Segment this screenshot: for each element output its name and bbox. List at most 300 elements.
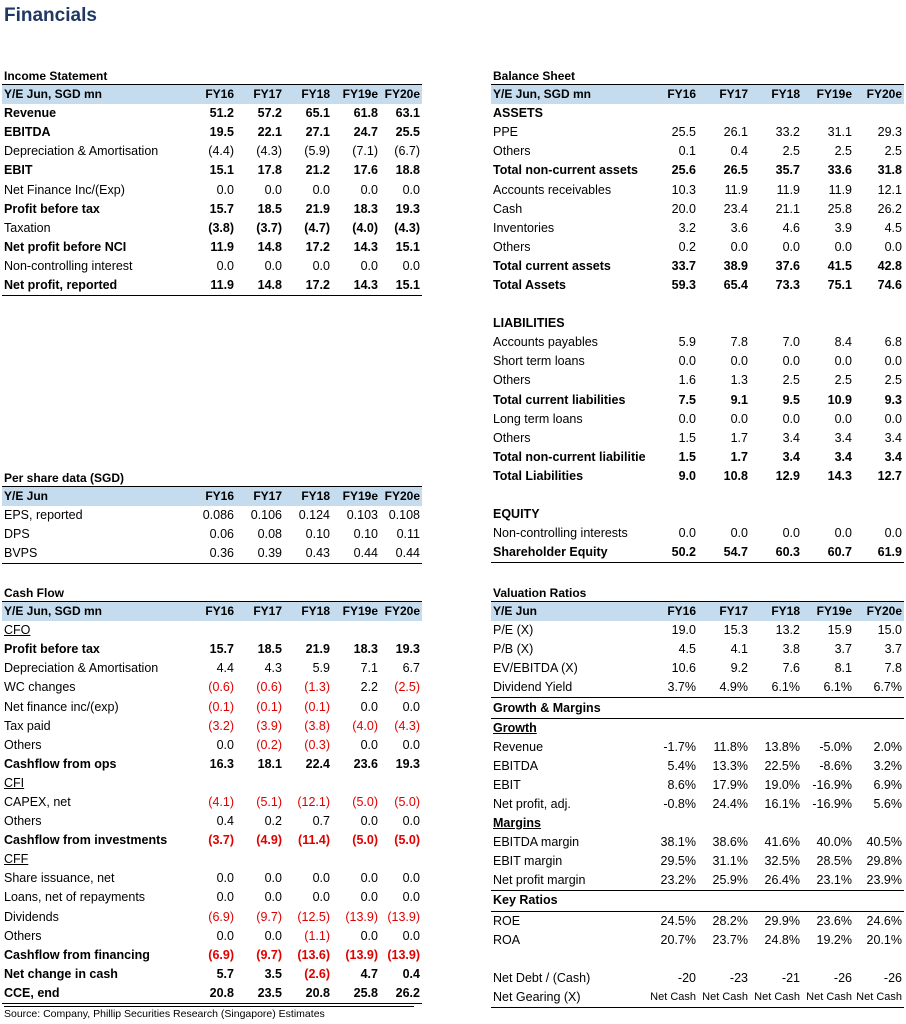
row-label: EQUITY	[493, 507, 540, 522]
income-statement-table	[2, 85, 422, 296]
row-label: Cashflow from investments	[4, 833, 168, 848]
table-row	[2, 621, 422, 640]
value-cell	[698, 950, 750, 969]
value-cell: (0.1)	[304, 699, 330, 714]
value-cell: 3.7	[834, 642, 852, 657]
row-label: Net profit, adj.	[493, 796, 571, 811]
value-cell: 0.36	[188, 544, 236, 564]
table-row	[2, 908, 422, 927]
valuation-ratios-table	[491, 602, 904, 1008]
value-cell: 11.9	[776, 182, 800, 197]
income-statement-section	[2, 68, 422, 296]
value-cell: 5.6%	[873, 796, 902, 811]
value-cell: 3.4	[782, 449, 800, 464]
value-cell: 32.5%	[764, 854, 800, 869]
column-header-year: FY20e	[380, 602, 422, 621]
value-cell: 0.0	[402, 182, 420, 197]
value-cell	[236, 774, 284, 793]
value-cell	[646, 814, 698, 833]
value-cell	[646, 295, 698, 314]
value-cell	[236, 850, 284, 869]
value-cell	[698, 295, 750, 314]
value-cell	[750, 486, 802, 505]
table-row	[491, 429, 904, 448]
table-row	[491, 621, 904, 640]
value-cell: 0.11	[396, 527, 420, 542]
value-cell: 23.1%	[802, 871, 854, 891]
value-cell: 40.0%	[816, 835, 852, 850]
value-cell: 0.0	[834, 526, 852, 541]
value-cell: 41.6%	[764, 835, 800, 850]
value-cell: 54.7	[698, 543, 750, 563]
value-cell: (0.6)	[208, 680, 234, 695]
value-cell: 24.4%	[712, 796, 748, 811]
row-label: Net finance inc/(exp)	[4, 699, 119, 714]
value-cell: 20.0	[671, 201, 696, 216]
row-label: CFI	[4, 775, 25, 790]
table-row	[491, 219, 904, 238]
value-cell: 0.0	[264, 258, 282, 273]
table-row	[491, 871, 904, 891]
value-cell: 18.3	[353, 201, 378, 216]
value-cell: 7.8	[730, 335, 748, 350]
value-cell: (4.4)	[208, 144, 234, 159]
table-row	[491, 891, 904, 911]
column-header-year: FY19e	[332, 487, 380, 506]
value-cell: (13.6)	[297, 947, 330, 962]
row-label: Total non-current liabilitie	[493, 449, 646, 464]
column-header-label: Y/E Jun, SGD mn	[2, 85, 188, 104]
value-cell: 24.6%	[866, 913, 902, 928]
value-cell: 0.0	[402, 871, 420, 886]
value-cell: 0.39	[236, 544, 284, 564]
value-cell: 14.3	[827, 468, 852, 483]
column-header-label: Y/E Jun, SGD mn	[2, 602, 188, 621]
cash-flow-section	[2, 585, 422, 1004]
value-cell: 1.7	[730, 449, 748, 464]
header-row	[491, 85, 904, 104]
value-cell: 4.5	[884, 220, 902, 235]
column-header-year: FY16	[646, 85, 698, 104]
row-label: Total Assets	[493, 277, 566, 292]
value-cell: 0.0	[360, 928, 378, 943]
row-label: CFO	[4, 623, 31, 638]
value-cell: 25.6	[671, 163, 696, 178]
value-cell: 0.0	[360, 699, 378, 714]
row-label: Long term loans	[493, 411, 583, 426]
cash-flow-table	[2, 602, 422, 1004]
table-row	[491, 104, 904, 123]
value-cell: Net Cash	[698, 988, 750, 1008]
value-cell: (3.8)	[304, 718, 330, 733]
value-cell: -0.8%	[663, 796, 696, 811]
value-cell: 0.0	[216, 871, 234, 886]
row-label: Non-controlling interests	[493, 526, 628, 541]
value-cell: 9.0	[678, 468, 696, 483]
row-label: Net profit, reported	[2, 276, 188, 296]
value-cell: 11.9	[828, 182, 852, 197]
row-label: Others	[4, 814, 42, 829]
column-header-year: FY19e	[332, 602, 380, 621]
row-label: EBIT	[493, 777, 521, 792]
table-row	[491, 776, 904, 795]
value-cell: 16.3	[209, 756, 234, 771]
table-row	[491, 352, 904, 371]
value-cell: 0.4	[216, 814, 234, 829]
value-cell: 0.0	[216, 182, 234, 197]
row-label: Accounts payables	[493, 335, 598, 350]
value-cell	[750, 718, 802, 738]
value-cell: (4.7)	[304, 220, 330, 235]
table-row	[491, 543, 904, 563]
value-cell: 4.7	[360, 966, 378, 981]
value-cell: 3.6	[730, 220, 748, 235]
value-cell: (4.9)	[256, 833, 282, 848]
row-label: Net profit margin	[491, 871, 646, 891]
value-cell: 26.4%	[750, 871, 802, 891]
value-cell: 26.2	[380, 984, 422, 1004]
column-header-year: FY16	[188, 487, 236, 506]
value-cell: 41.5	[827, 258, 852, 273]
column-header-year: FY18	[750, 85, 802, 104]
value-cell: 3.7	[884, 642, 902, 657]
value-cell	[802, 891, 854, 911]
table-row	[491, 911, 904, 931]
table-row	[2, 927, 422, 946]
value-cell: 0.44	[380, 544, 422, 564]
table-row	[2, 200, 422, 219]
value-cell: 23.6%	[816, 913, 852, 928]
value-cell: 0.0	[264, 890, 282, 905]
row-label: Net Gearing (X)	[491, 988, 646, 1008]
value-cell	[698, 314, 750, 333]
value-cell: 7.0	[782, 335, 800, 350]
value-cell: 6.7%	[854, 678, 904, 698]
value-cell: 65.4	[723, 277, 748, 292]
value-cell: 12.9	[775, 468, 800, 483]
row-label: Shareholder Equity	[491, 543, 646, 563]
value-cell: 31.1	[827, 125, 852, 140]
table-row	[2, 142, 422, 161]
value-cell: 60.3	[750, 543, 802, 563]
value-cell: (4.3)	[394, 220, 420, 235]
value-cell: 1.5	[678, 430, 696, 445]
table-row	[491, 200, 904, 219]
row-label: Cash	[493, 201, 523, 216]
value-cell: 0.0	[834, 411, 852, 426]
column-header-year: FY18	[284, 602, 332, 621]
value-cell	[802, 718, 854, 738]
source-note: Source: Company, Phillip Securities Research (Singapore) Estimates	[4, 1006, 414, 1020]
table-row	[2, 888, 422, 907]
value-cell: 15.7	[209, 642, 234, 657]
table-row	[491, 142, 904, 161]
value-cell: 0.0	[312, 182, 330, 197]
row-label: Short term loans	[493, 354, 585, 369]
value-cell: 26.2	[877, 201, 902, 216]
value-cell: 0.0	[782, 526, 800, 541]
value-cell: 0.124	[298, 508, 330, 523]
row-label: PPE	[493, 125, 519, 140]
table-row	[2, 869, 422, 888]
value-cell: 0.0	[402, 258, 420, 273]
value-cell: 17.2	[305, 239, 330, 254]
value-cell: 3.4	[884, 430, 902, 445]
value-cell: 7.8	[884, 661, 902, 676]
value-cell: 17.6	[353, 163, 378, 178]
table-row	[2, 946, 422, 965]
row-label	[491, 950, 646, 969]
value-cell	[380, 850, 422, 869]
value-cell: 50.2	[646, 543, 698, 563]
value-cell: -5.0%	[819, 739, 852, 754]
value-cell: 17.8	[257, 163, 282, 178]
column-header-year: FY17	[698, 602, 750, 621]
header-row	[2, 602, 422, 621]
value-cell	[332, 621, 380, 640]
value-cell: (3.7)	[256, 220, 282, 235]
row-label: CFF	[4, 852, 29, 867]
table-row	[2, 276, 422, 296]
value-cell: 3.4	[834, 430, 852, 445]
value-cell: 7.6	[782, 661, 800, 676]
row-label: BVPS	[2, 544, 188, 564]
row-label: Net Finance Inc/(Exp)	[4, 182, 125, 197]
row-label: Others	[493, 239, 531, 254]
value-cell: (0.1)	[256, 699, 282, 714]
value-cell: -8.6%	[819, 758, 852, 773]
value-cell: 0.0	[678, 354, 696, 369]
value-cell: 0.106	[250, 508, 282, 523]
value-cell: 13.8%	[764, 739, 800, 754]
column-header-year: FY20e	[380, 487, 422, 506]
value-cell	[646, 104, 698, 123]
table-row	[2, 965, 422, 984]
value-cell: 3.9	[834, 220, 852, 235]
row-label: Net change in cash	[4, 966, 118, 981]
value-cell: 23.9%	[854, 871, 904, 891]
row-label: EBIT margin	[493, 854, 563, 869]
value-cell: (0.3)	[304, 737, 330, 752]
value-cell: 17.9%	[712, 777, 748, 792]
value-cell: 0.0	[730, 411, 748, 426]
value-cell: 20.8	[188, 984, 236, 1004]
table-row	[491, 257, 904, 276]
table-row	[491, 988, 904, 1008]
table-row	[2, 812, 422, 831]
value-cell: 2.5	[834, 373, 852, 388]
value-cell: 2.5	[782, 144, 800, 159]
section-title: Per share data (SGD)	[2, 470, 422, 487]
column-header-year: FY20e	[380, 85, 422, 104]
value-cell: 0.0	[884, 526, 902, 541]
value-cell	[802, 814, 854, 833]
value-cell: 0.108	[388, 508, 420, 523]
value-cell	[854, 486, 904, 505]
value-cell	[802, 950, 854, 969]
row-label: Growth	[493, 720, 537, 735]
value-cell: 7.5	[678, 392, 696, 407]
value-cell: (3.9)	[256, 718, 282, 733]
value-cell	[802, 505, 854, 524]
table-row	[491, 314, 904, 333]
table-row	[2, 640, 422, 659]
value-cell	[802, 698, 854, 718]
value-cell: 1.6	[678, 373, 696, 388]
column-header-year: FY16	[188, 602, 236, 621]
column-header-label: Y/E Jun	[491, 602, 646, 621]
value-cell: 15.0	[877, 623, 902, 638]
value-cell	[854, 718, 904, 738]
value-cell	[698, 486, 750, 505]
value-cell: 0.0	[402, 928, 420, 943]
value-cell: (0.6)	[256, 680, 282, 695]
value-cell	[332, 774, 380, 793]
value-cell: 29.8%	[866, 854, 902, 869]
row-label: CCE, end	[2, 984, 188, 1004]
value-cell: 1.7	[730, 430, 748, 445]
value-cell: 29.5%	[660, 854, 696, 869]
value-cell: 21.9	[305, 201, 330, 216]
value-cell: 40.5%	[866, 835, 902, 850]
value-cell: 23.5	[236, 984, 284, 1004]
row-label: P/B (X)	[493, 642, 534, 657]
value-cell: 20.1%	[866, 932, 902, 947]
row-label: Revenue	[493, 739, 544, 754]
value-cell: 21.1	[775, 201, 800, 216]
value-cell: 6.9%	[873, 777, 902, 792]
value-cell: (2.6)	[304, 966, 330, 981]
value-cell: 0.0	[834, 354, 852, 369]
value-cell: 0.0	[884, 354, 902, 369]
value-cell: 4.6	[782, 220, 800, 235]
value-cell: 14.8	[257, 239, 282, 254]
value-cell: 12.7	[877, 468, 902, 483]
value-cell	[646, 505, 698, 524]
value-cell	[646, 891, 698, 911]
column-header-year: FY17	[698, 85, 750, 104]
value-cell	[646, 698, 698, 718]
table-row	[491, 969, 904, 988]
value-cell	[698, 698, 750, 718]
value-cell: 25.8	[332, 984, 380, 1004]
table-row	[2, 161, 422, 180]
row-label: EBITDA	[493, 758, 539, 773]
value-cell: 11.9	[188, 276, 236, 296]
value-cell: (5.0)	[394, 833, 420, 848]
value-cell: 27.1	[305, 125, 330, 140]
value-cell: 9.3	[884, 392, 902, 407]
value-cell	[188, 621, 236, 640]
value-cell	[646, 486, 698, 505]
value-cell: 23.7%	[712, 932, 748, 947]
value-cell: 5.7	[216, 966, 234, 981]
value-cell: 0.0	[730, 239, 748, 254]
table-row	[2, 850, 422, 869]
table-row	[2, 525, 422, 544]
row-label: WC changes	[4, 680, 76, 695]
value-cell: (0.2)	[256, 737, 282, 752]
value-cell: 4.4	[216, 661, 234, 676]
value-cell: 28.2%	[712, 913, 748, 928]
value-cell: 0.2	[264, 814, 282, 829]
value-cell: 10.8	[723, 468, 748, 483]
row-label: Taxation	[4, 220, 51, 235]
value-cell: 0.08	[257, 527, 282, 542]
row-label: Others	[493, 144, 531, 159]
value-cell: (9.7)	[256, 909, 282, 924]
value-cell: 18.5	[257, 201, 282, 216]
value-cell: 0.0	[730, 354, 748, 369]
value-cell: (2.5)	[394, 680, 420, 695]
value-cell: 8.6%	[667, 777, 696, 792]
table-row	[2, 793, 422, 812]
value-cell: 23.2%	[646, 871, 698, 891]
value-cell: 0.10	[353, 527, 378, 542]
value-cell	[750, 104, 802, 123]
value-cell: 0.0	[730, 526, 748, 541]
table-row	[491, 640, 904, 659]
value-cell: (3.8)	[208, 220, 234, 235]
value-cell: -26	[883, 970, 902, 985]
value-cell: 15.3	[723, 623, 748, 638]
value-cell: 4.1	[730, 642, 748, 657]
value-cell	[854, 505, 904, 524]
value-cell: 38.6%	[712, 835, 748, 850]
value-cell: 18.3	[353, 642, 378, 657]
table-row	[491, 410, 904, 429]
value-cell: 19.5	[209, 125, 234, 140]
value-cell	[188, 774, 236, 793]
value-cell: 8.4	[834, 335, 852, 350]
value-cell: 2.5	[782, 373, 800, 388]
value-cell: 25.9%	[698, 871, 750, 891]
value-cell: 3.4	[782, 430, 800, 445]
row-label: Tax paid	[4, 718, 51, 733]
section-title: Income Statement	[2, 68, 422, 85]
value-cell: 11.9	[724, 182, 748, 197]
value-cell: 59.3	[671, 277, 696, 292]
value-cell: -16.9%	[812, 796, 852, 811]
value-cell: 0.43	[284, 544, 332, 564]
value-cell: (4.3)	[394, 718, 420, 733]
value-cell: (6.9)	[208, 909, 234, 924]
row-label: Accounts receivables	[493, 182, 612, 197]
value-cell: 2.2	[360, 680, 378, 695]
table-row	[2, 544, 422, 564]
value-cell: 10.3	[671, 182, 696, 197]
value-cell	[854, 950, 904, 969]
value-cell: 21.2	[305, 163, 330, 178]
value-cell: 51.2	[209, 106, 234, 121]
row-label: Profit before tax	[4, 201, 100, 216]
value-cell	[802, 295, 854, 314]
value-cell: 0.0	[216, 928, 234, 943]
value-cell: 4.3	[264, 661, 282, 676]
value-cell: 0.0	[264, 182, 282, 197]
value-cell: -23	[729, 970, 748, 985]
value-cell: 24.8%	[764, 932, 800, 947]
row-label: Net Debt / (Cash)	[493, 970, 591, 985]
value-cell	[236, 621, 284, 640]
value-cell: (13.9)	[345, 909, 378, 924]
column-header-year: FY17	[236, 602, 284, 621]
table-row	[491, 718, 904, 738]
header-row	[491, 602, 904, 621]
value-cell: 14.3	[353, 239, 378, 254]
table-row	[2, 180, 422, 199]
value-cell	[698, 814, 750, 833]
